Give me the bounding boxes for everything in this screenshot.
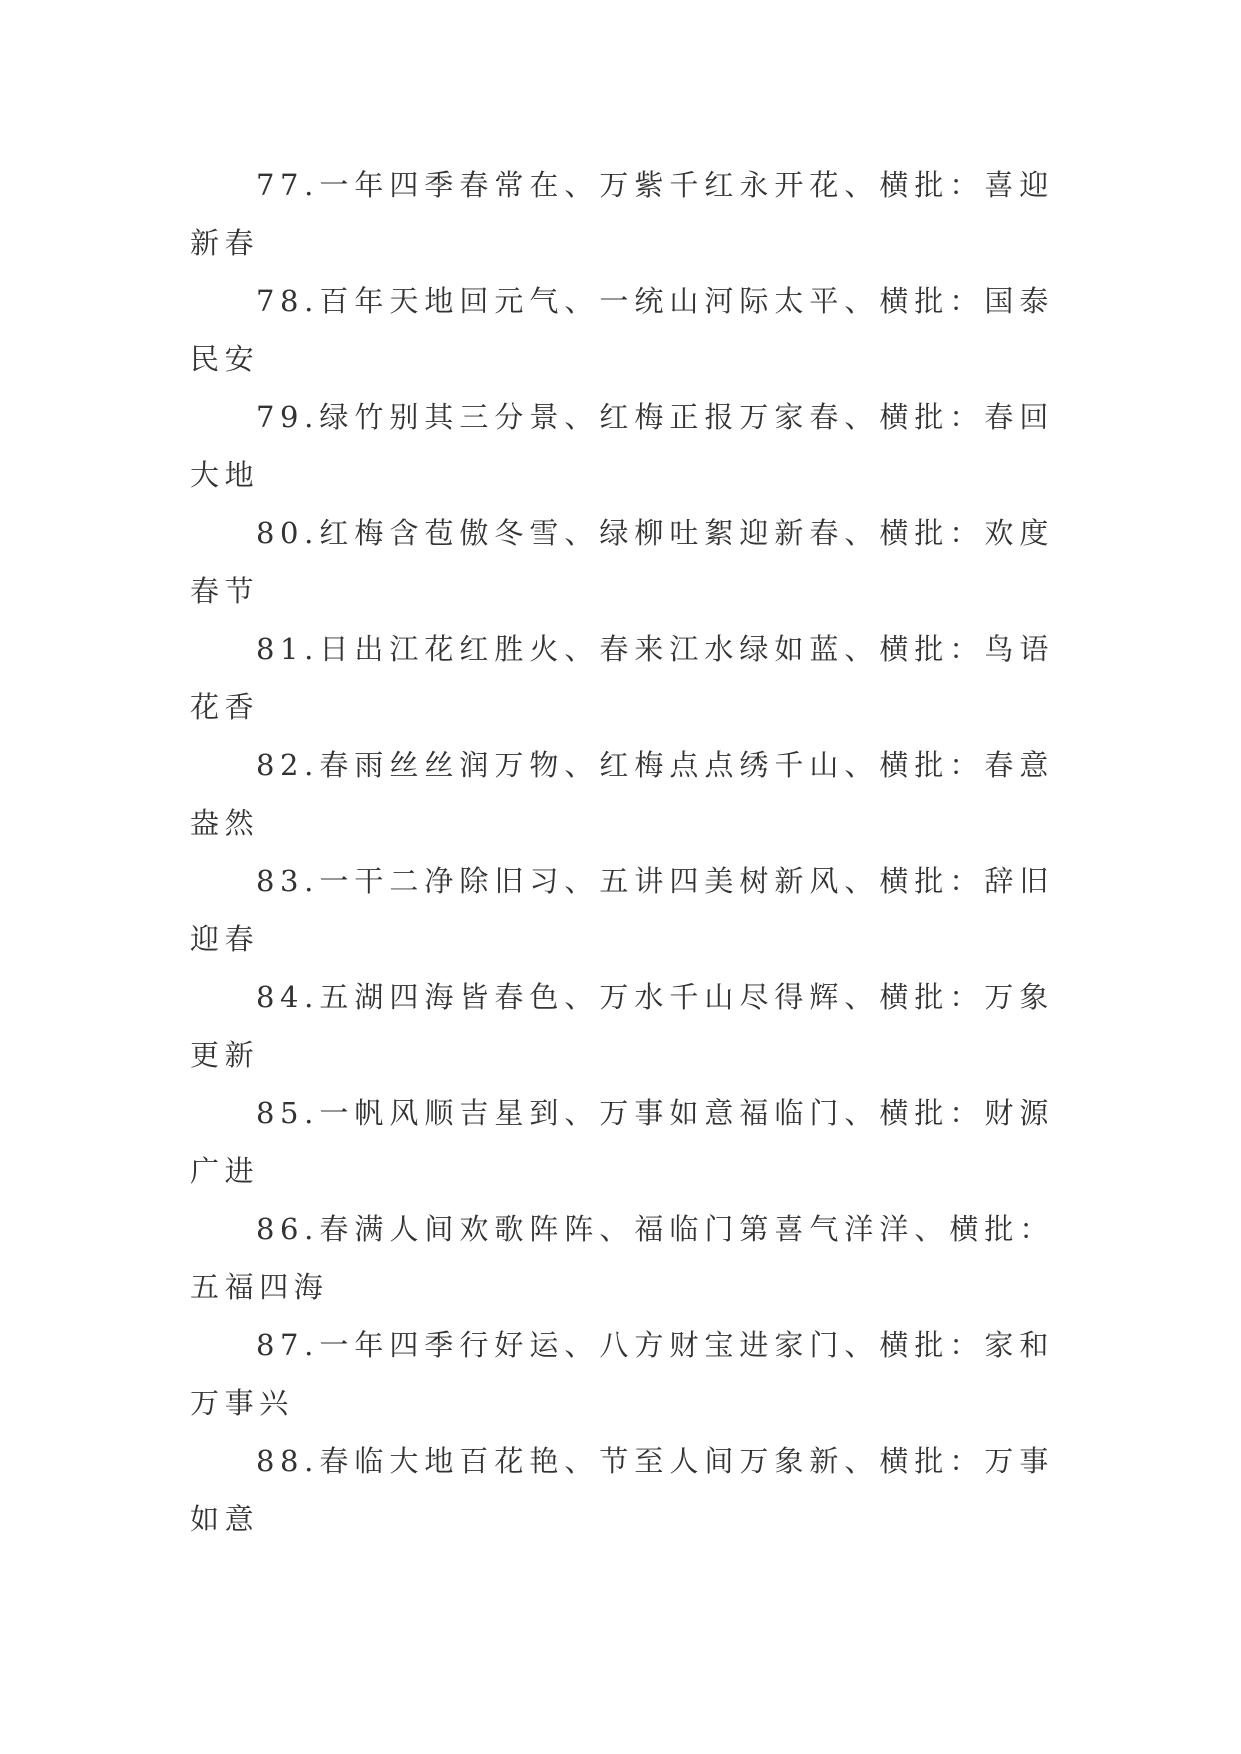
couplet-item-88: 88.春临大地百花艳、节至人间万象新、横批：万事如意 <box>190 1444 1054 1536</box>
couplet-item-83: 83.一干二净除旧习、五讲四美树新风、横批：辞旧迎春 <box>190 864 1054 956</box>
couplet-item-86: 86.春满人间欢歌阵阵、福临门第喜气洋洋、横批：五福四海 <box>190 1212 1054 1304</box>
couplet-item-81: 81.日出江花红胜火、春来江水绿如蓝、横批：鸟语花香 <box>190 632 1054 724</box>
couplet-list <box>190 156 1054 1548</box>
couplet-item-77: 77.一年四季春常在、万紫千红永开花、横批：喜迎新春 <box>190 168 1054 260</box>
couplet-item-79: 79.绿竹别其三分景、红梅正报万家春、横批：春回大地 <box>190 400 1054 492</box>
couplet-item-87: 87.一年四季行好运、八方财宝进家门、横批：家和万事兴 <box>190 1328 1054 1420</box>
couplet-item-85: 85.一帆风顺吉星到、万事如意福临门、横批：财源广进 <box>190 1096 1054 1188</box>
couplet-item-78: 78.百年天地回元气、一统山河际太平、横批：国泰民安 <box>190 284 1054 376</box>
couplet-item-84: 84.五湖四海皆春色、万水千山尽得辉、横批：万象更新 <box>190 980 1054 1072</box>
couplet-item-80: 80.红梅含苞傲冬雪、绿柳吐絮迎新春、横批：欢度春节 <box>190 516 1054 608</box>
couplet-item-82: 82.春雨丝丝润万物、红梅点点绣千山、横批：春意盎然 <box>190 748 1054 840</box>
